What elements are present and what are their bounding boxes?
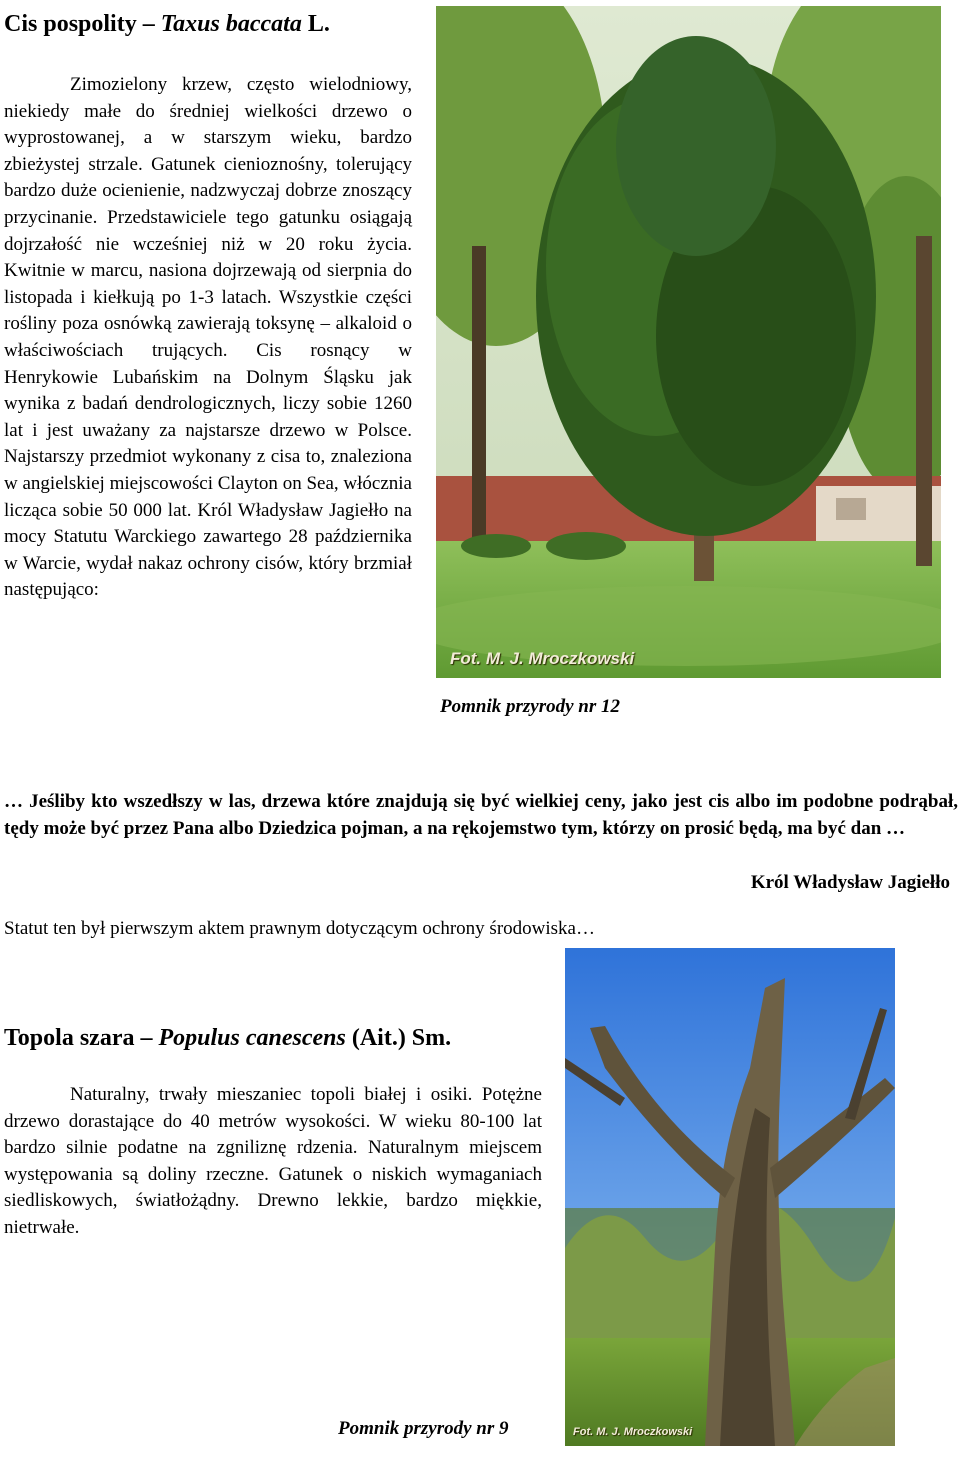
title-latin-name: Populus canescens bbox=[158, 1025, 346, 1051]
statute-quote: … Jeśliby kto wszedłszy w las, drzewa które znajdują się być wielkiej ceny, jako jest cis albo im podobne podrąbał, tędy może być przez Pana albo Dziedzica pojman, a na rękojemstwo tym, którzy on prosić będą, ma być dan … bbox=[4, 791, 958, 839]
section-title-yew bbox=[4, 10, 330, 38]
yew-photo-credit: Fot. M. J. Mroczkowski bbox=[450, 649, 635, 668]
yew-photo bbox=[436, 6, 941, 678]
title-author: (Ait.) Sm. bbox=[345, 1025, 452, 1051]
statute-note: Statut ten był pierwszym aktem prawnym dotyczącym ochrony środowiska… bbox=[4, 918, 595, 939]
poplar-photo bbox=[565, 948, 895, 1446]
poplar-photo-credit: Fot. M. J. Mroczkowski bbox=[573, 1426, 693, 1438]
yew-description bbox=[4, 72, 412, 604]
yew-paragraph: Zimozielony krzew, często wielodniowy, niekiedy małe do średniej wielkości drzewo o wyprostowanej, a w starszym wieku, bardzo zbieżystej strzale. Gatunek cienioznośny, tolerujący bardzo duże ocienienie, nadzwyczaj dobrze znoszący przycinanie. Przedstawiciele tego gatunku osiągają dojrzałość nie wcześniej niż w 20 roku życia. Kwitnie w marcu, nasiona dojrzewają od sierpnia do listopada i kiełkują po 1-3 latach. Wszystkie części rośliny poza osnówką zawierają toksynę – alkaloid o właściwościach trujących. Cis rosnący w Henrykowie Lubańskim na Dolnym Śląsku jak wynika z badań dendrologicznych, liczy sobie 1260 lat i jest uważany za najstarsze drzewo w Polsce. Najstarszy przedmiot wykonany z cisa to, znaleziona w angielskiej miejscowości Clayton on Sea, włócznia licząca sobie 50 000 lat. Król Władysław Jagiełło na mocy Statutu Warckiego zawartego 28 października w Warcie, wydał nakaz ochrony cisów, który brzmiał następująco: bbox=[4, 74, 412, 601]
yew-tree-image bbox=[436, 6, 941, 678]
poplar-description bbox=[4, 1082, 542, 1242]
poplar-tree-image bbox=[565, 948, 895, 1446]
poplar-photo-caption: Pomnik przyrody nr 9 bbox=[338, 1418, 509, 1439]
section-title-poplar bbox=[4, 1024, 451, 1052]
quote-author: Król Władysław Jagiełło bbox=[750, 872, 950, 893]
yew-photo-caption: Pomnik przyrody nr 12 bbox=[440, 696, 620, 717]
poplar-paragraph: Naturalny, trwały mieszaniec topoli białej i osiki. Potężne drzewo dorastające do 40 metrów wysokości. W wieku 80-100 lat bardzo silnie podatne na zgniliznę rdzenia. Naturalnym miejscem występowania są doliny rzeczne. Gatunek o niskich wymaganiach siedliskowych, światłożądny. Drewno lekkie, bardzo miękkie, nietrwałe. bbox=[4, 1084, 542, 1238]
title-author: L. bbox=[301, 11, 330, 37]
title-latin-name: Taxus baccata bbox=[160, 11, 302, 37]
title-common-name: Topola szara – bbox=[4, 1025, 159, 1051]
title-common-name: Cis pospolity – bbox=[4, 11, 161, 37]
